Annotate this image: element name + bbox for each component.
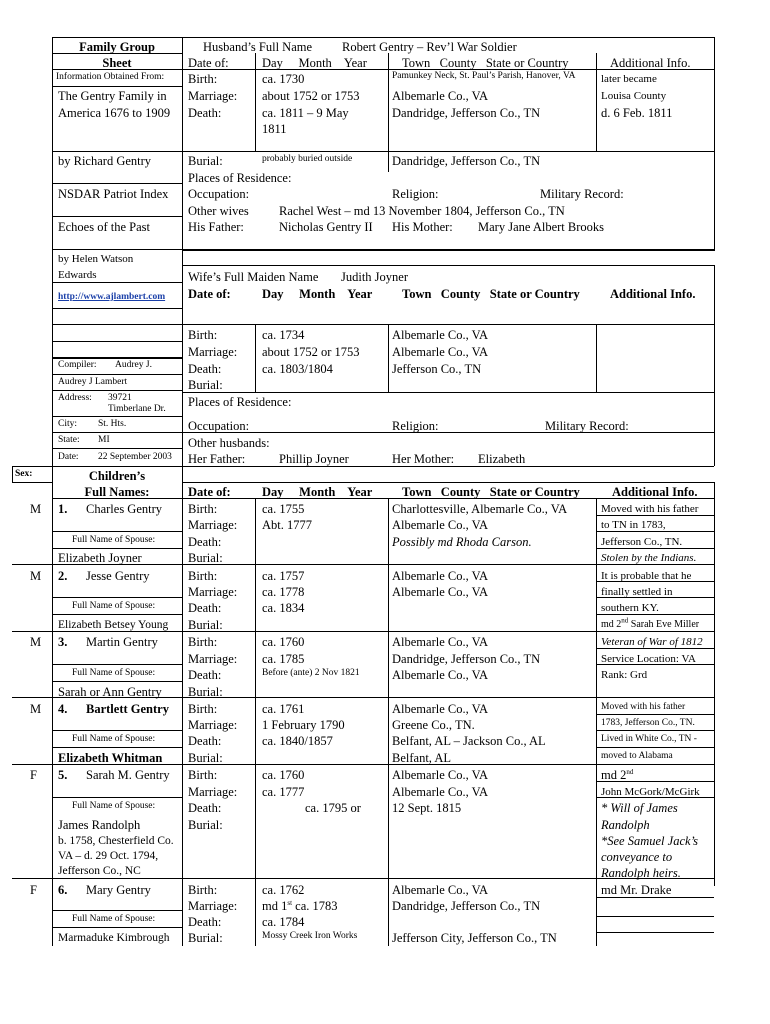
compiler-value-2: Audrey J Lambert <box>58 377 128 387</box>
death-label: Death: <box>188 734 222 748</box>
wife-burial-label: Burial: <box>188 378 223 392</box>
info-line: Jefferson Co., TN. <box>601 536 683 548</box>
death-date: ca. 1834 <box>262 601 305 615</box>
wife-marriage-place: Albemarle Co., VA <box>392 345 489 359</box>
wife-date-of: Date of: <box>188 287 231 301</box>
info-line: Service Location: VA <box>601 653 696 665</box>
burial-label: Burial: <box>188 618 223 632</box>
spouse-label: Full Name of Spouse: <box>72 801 156 811</box>
spouse-detail: Jefferson Co., NC <box>58 865 141 877</box>
info-line: moved to Alabama <box>601 751 673 761</box>
child-sex: M <box>30 502 42 516</box>
spouse-label: Full Name of Spouse: <box>72 734 156 744</box>
source-3: Echoes of the Past <box>58 220 150 234</box>
address-value-2: Timberlane Dr. <box>108 404 166 414</box>
wife-mother-label: Her Mother: <box>392 452 455 466</box>
sheet-title-line2: Sheet <box>102 56 132 70</box>
wife-day-month-year: Day Month Year <box>262 287 373 301</box>
info-line: to TN in 1783, <box>601 519 666 531</box>
info-line: Randolph <box>601 818 650 832</box>
compiler-value: Audrey J. <box>115 360 152 370</box>
marriage-label: Marriage: <box>188 899 238 913</box>
spouse-label: Full Name of Spouse: <box>72 668 156 678</box>
city-label: City: <box>58 419 78 429</box>
child-spouse: Elizabeth Betsey Young <box>58 619 169 631</box>
children-header-line2: Full Names: <box>84 485 150 499</box>
info-line: Randolph heirs. <box>601 866 681 880</box>
child-name: Mary Gentry <box>86 883 151 897</box>
website-link[interactable]: http://www.ajlambert.com <box>58 292 166 302</box>
husband-religion-label: Religion: <box>392 187 439 201</box>
wife-occupation-label: Occupation: <box>188 419 250 433</box>
info-line: Moved with his father <box>601 503 699 515</box>
husband-marriage-label: Marriage: <box>188 89 238 103</box>
wife-death-date: ca. 1803/1804 <box>262 362 333 376</box>
husband-occupation-label: Occupation: <box>188 187 250 201</box>
burial-date: Mossy Creek Iron Works <box>262 931 358 941</box>
birth-date: ca. 1762 <box>262 883 305 897</box>
husband-death-date-2: 1811 <box>262 122 287 136</box>
death-date: ca. 1784 <box>262 915 305 929</box>
husband-info-header: Additional Info. <box>610 56 691 70</box>
spouse-label: Full Name of Spouse: <box>72 914 156 924</box>
husband-death-label: Death: <box>188 106 222 120</box>
child-sex: F <box>30 883 37 897</box>
burial-label: Burial: <box>188 931 223 945</box>
child-number: 2. <box>58 569 68 583</box>
marriage-label: Marriage: <box>188 718 238 732</box>
husband-death-info: d. 6 Feb. 1811 <box>601 106 673 120</box>
spouse-label: Full Name of Spouse: <box>72 601 156 611</box>
wife-death-place: Jefferson Co., TN <box>392 362 482 376</box>
wife-other-husbands-label: Other husbands: <box>188 436 270 450</box>
wife-info-header: Additional Info. <box>610 287 696 301</box>
child-number: 3. <box>58 635 68 649</box>
marriage-place: Albemarle Co., VA <box>392 585 489 599</box>
sheet-title-line1: Family Group <box>79 40 155 54</box>
birth-place: Albemarle Co., VA <box>392 635 489 649</box>
birth-label: Birth: <box>188 702 218 716</box>
death-label: Death: <box>188 915 222 929</box>
child-spouse: Elizabeth Whitman <box>58 751 163 765</box>
spouse-detail: VA – d. 29 Oct. 1794, <box>58 850 159 862</box>
death-label: Death: <box>188 601 222 615</box>
death-date: ca. 1795 or <box>305 801 361 815</box>
info-line: md Mr. Drake <box>601 883 672 897</box>
child-name: Jesse Gentry <box>86 569 150 583</box>
wife-birth-place: Albemarle Co., VA <box>392 328 489 342</box>
info-line: Rank: Grd <box>601 669 648 681</box>
burial-place: Jefferson City, Jefferson Co., TN <box>392 931 557 945</box>
husband-military-label: Military Record: <box>540 187 624 201</box>
marriage-label: Marriage: <box>188 518 238 532</box>
husband-mother: Mary Jane Albert Brooks <box>478 220 605 234</box>
husband-marriage-place: Albemarle Co., VA <box>392 89 489 103</box>
info-line: Stolen by the Indians. <box>601 552 697 564</box>
wife-birth-label: Birth: <box>188 328 218 342</box>
source-3-author: by Helen Watson <box>58 253 134 265</box>
child-name: Martin Gentry <box>86 635 158 649</box>
info-line: Veteran of War of 1812 <box>601 636 703 648</box>
child-number: 6. <box>58 883 68 897</box>
child-name: Bartlett Gentry <box>86 702 169 716</box>
husband-burial-label: Burial: <box>188 154 223 168</box>
marriage-place: Dandridge, Jefferson Co., TN <box>392 899 541 913</box>
wife-name-label: Wife’s Full Maiden Name <box>188 270 319 284</box>
source-1-line2: America 1676 to 1909 <box>58 106 171 120</box>
state-label: State: <box>58 435 80 445</box>
husband-residence-label: Places of Residence: <box>188 171 292 185</box>
wife-marriage-label: Marriage: <box>188 345 238 359</box>
husband-marriage-info: Louisa County <box>601 90 667 102</box>
death-date: Before (ante) 2 Nov 1821 <box>262 668 360 678</box>
husband-father: Nicholas Gentry II <box>279 220 373 234</box>
birth-place: Albemarle Co., VA <box>392 569 489 583</box>
death-label: Death: <box>188 801 222 815</box>
birth-label: Birth: <box>188 883 218 897</box>
death-place: Belfant, AL – Jackson Co., AL <box>392 734 546 748</box>
birth-label: Birth: <box>188 569 218 583</box>
death-place: 12 Sept. 1815 <box>392 801 462 815</box>
info-line: Lived in White Co., TN - <box>601 734 697 744</box>
marriage-place: Albemarle Co., VA <box>392 785 489 799</box>
husband-place-header: Town County State or Country <box>402 56 569 70</box>
wife-name: Judith Joyner <box>341 270 409 284</box>
info-line: md 2nd <box>601 767 634 782</box>
burial-place: Belfant, AL <box>392 751 452 765</box>
info-line: *See Samuel Jack’s <box>601 834 698 848</box>
child-sex: M <box>30 702 42 716</box>
children-place-header: Town County State or Country <box>402 485 580 499</box>
address-value: 39721 <box>108 393 132 403</box>
marriage-place: Dandridge, Jefferson Co., TN <box>392 652 541 666</box>
death-date: ca. 1840/1857 <box>262 734 333 748</box>
source-3-author-2: Edwards <box>58 269 97 281</box>
info-line: Moved with his father <box>601 702 686 712</box>
info-obtained-label: Information Obtained From: <box>56 72 165 82</box>
burial-label: Burial: <box>188 818 223 832</box>
marriage-place: Albemarle Co., VA <box>392 518 489 532</box>
death-label: Death: <box>188 535 222 549</box>
husband-birth-info: later became <box>601 73 657 85</box>
birth-date: ca. 1755 <box>262 502 305 516</box>
husband-mother-label: His Mother: <box>392 220 453 234</box>
burial-label: Burial: <box>188 751 223 765</box>
wife-marriage-date: about 1752 or 1753 <box>262 345 360 359</box>
children-day-month-year: Day Month Year <box>262 485 373 499</box>
birth-place: Albemarle Co., VA <box>392 883 489 897</box>
marriage-date: 1 February 1790 <box>262 718 345 732</box>
wife-father-label: Her Father: <box>188 452 246 466</box>
husband-birth-date: ca. 1730 <box>262 72 305 86</box>
death-place: Possibly md Rhoda Carson. <box>392 535 532 549</box>
marriage-date: md 1st ca. 1783 <box>262 898 338 913</box>
wife-military-label: Military Record: <box>545 419 629 433</box>
birth-date: ca. 1760 <box>262 768 305 782</box>
wife-religion-label: Religion: <box>392 419 439 433</box>
children-info-header: Additional Info. <box>612 485 698 499</box>
birth-label: Birth: <box>188 635 218 649</box>
death-label: Death: <box>188 668 222 682</box>
address-label: Address: <box>58 393 92 403</box>
husband-father-label: His Father: <box>188 220 244 234</box>
husband-name-label: Husband’s Full Name <box>203 40 313 54</box>
marriage-place: Greene Co., TN. <box>392 718 475 732</box>
birth-place: Charlottesville, Albemarle Co., VA <box>392 502 568 516</box>
husband-burial-date: probably buried outside <box>262 154 353 164</box>
marriage-label: Marriage: <box>188 585 238 599</box>
city-value: St. Hts. <box>98 419 127 429</box>
marriage-date: Abt. 1777 <box>262 518 312 532</box>
marriage-date: ca. 1777 <box>262 785 305 799</box>
child-number: 1. <box>58 502 68 516</box>
info-line: md 2nd Sarah Eve Miller <box>601 616 700 630</box>
wife-residence-label: Places of Residence: <box>188 395 292 409</box>
source-2: NSDAR Patriot Index <box>58 187 169 201</box>
marriage-date: ca. 1778 <box>262 585 305 599</box>
info-line: John McGork/McGirk <box>601 786 700 798</box>
state-value: MI <box>98 435 110 445</box>
info-line: * Will of James <box>601 801 678 815</box>
marriage-date: ca. 1785 <box>262 652 305 666</box>
burial-label: Burial: <box>188 685 223 699</box>
husband-date-of: Date of: <box>188 56 229 70</box>
husband-birth-label: Birth: <box>188 72 218 86</box>
birth-date: ca. 1757 <box>262 569 305 583</box>
child-spouse: Marmaduke Kimbrough <box>58 932 170 944</box>
sex-header: Sex: <box>15 469 33 479</box>
wife-father: Phillip Joyner <box>279 452 349 466</box>
date-label: Date: <box>58 452 79 462</box>
child-number: 4. <box>58 702 68 716</box>
birth-label: Birth: <box>188 768 218 782</box>
info-line: conveyance to <box>601 850 673 864</box>
husband-other-wives-label: Other wives <box>188 204 249 218</box>
date-value: 22 September 2003 <box>98 452 172 462</box>
husband-burial-place: Dandridge, Jefferson Co., TN <box>392 154 541 168</box>
husband-name: Robert Gentry – Rev’l War Soldier <box>342 40 517 54</box>
birth-date: ca. 1761 <box>262 702 305 716</box>
birth-place: Albemarle Co., VA <box>392 768 489 782</box>
husband-other-wives: Rachel West – md 13 November 1804, Jefferson Co., TN <box>279 204 565 218</box>
husband-death-place: Dandridge, Jefferson Co., TN <box>392 106 541 120</box>
husband-birth-place: Pamunkey Neck, St. Paul’s Parish, Hanover, VA <box>392 71 576 81</box>
spouse-label: Full Name of Spouse: <box>72 535 156 545</box>
source-1-line1: The Gentry Family in <box>58 89 167 103</box>
marriage-label: Marriage: <box>188 785 238 799</box>
info-line: It is probable that he <box>601 570 692 582</box>
child-spouse: James Randolph <box>58 818 141 832</box>
birth-place: Albemarle Co., VA <box>392 702 489 716</box>
wife-birth-date: ca. 1734 <box>262 328 305 342</box>
children-date-of: Date of: <box>188 485 231 499</box>
birth-label: Birth: <box>188 502 218 516</box>
child-sex: F <box>30 768 37 782</box>
husband-marriage-date: about 1752 or 1753 <box>262 89 360 103</box>
spouse-detail: b. 1758, Chesterfield Co. <box>58 835 174 847</box>
source-1-author: by Richard Gentry <box>58 154 152 168</box>
info-line: finally settled in <box>601 586 673 598</box>
child-spouse: Sarah or Ann Gentry <box>58 685 162 699</box>
marriage-label: Marriage: <box>188 652 238 666</box>
compiler-label: Compiler: <box>58 360 97 370</box>
wife-death-label: Death: <box>188 362 222 376</box>
info-line: 1783, Jefferson Co., TN. <box>601 718 695 728</box>
burial-label: Burial: <box>188 551 223 565</box>
child-name: Sarah M. Gentry <box>86 768 170 782</box>
child-spouse: Elizabeth Joyner <box>58 551 142 565</box>
info-line: southern KY. <box>601 602 659 614</box>
child-name: Charles Gentry <box>86 502 163 516</box>
wife-mother: Elizabeth <box>478 452 526 466</box>
husband-death-date: ca. 1811 – 9 May <box>262 106 349 120</box>
children-header-line1: Children’s <box>88 469 146 483</box>
child-sex: M <box>30 569 42 583</box>
husband-day-month-year: Day Month Year <box>262 56 367 70</box>
child-number: 5. <box>58 768 68 782</box>
birth-date: ca. 1760 <box>262 635 305 649</box>
death-place: Albemarle Co., VA <box>392 668 489 682</box>
child-sex: M <box>30 635 42 649</box>
wife-place-header: Town County State or Country <box>402 287 580 301</box>
